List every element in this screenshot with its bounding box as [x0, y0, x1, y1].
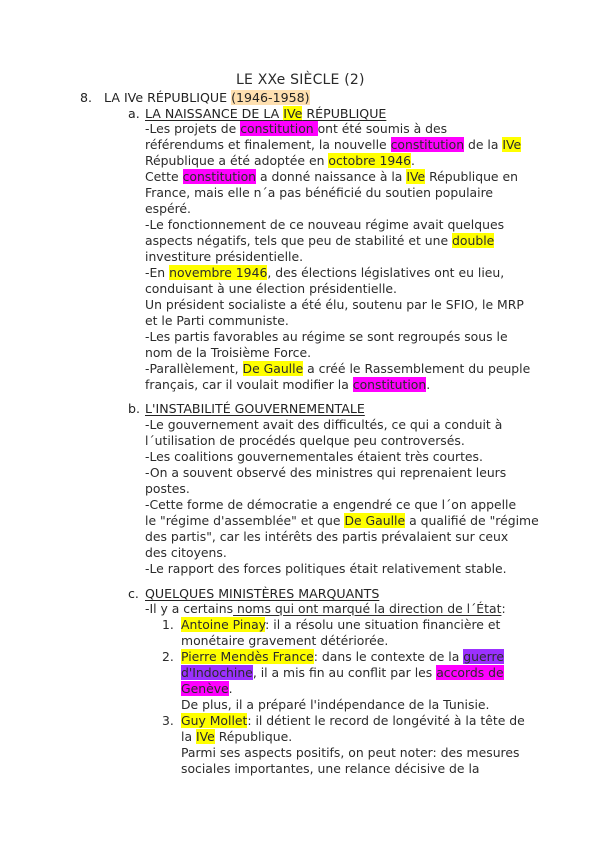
para-line [145, 513, 539, 529]
para-line: conduisant à une élection présidentielle. [145, 281, 397, 296]
subsection-c-heading: QUELQUES MINISTÈRES MARQUANTS [145, 586, 380, 601]
text: a créé le Rassemblement du peuple [303, 361, 531, 376]
list-item [181, 617, 500, 633]
para-line: et le Parti communiste. [145, 313, 289, 328]
para-line: l´utilisation de procédés quelque peu controversés. [145, 433, 465, 448]
list-item [181, 649, 504, 665]
text: français, car il voulait modifier la [145, 377, 353, 392]
highlight: constitution [240, 121, 318, 136]
highlight: guerre [463, 649, 504, 664]
para-line [145, 601, 506, 617]
text: ont été soumis à des [317, 121, 448, 136]
highlight: Pierre Mendès France [181, 649, 314, 664]
text: -Parallèlement, [145, 361, 243, 376]
list-item-line: monétaire gravement détériorée. [181, 633, 389, 648]
highlight: De Gaulle [242, 361, 304, 376]
text: République. [214, 729, 293, 744]
para-line: postes. [145, 481, 190, 496]
para-line: -Cette forme de démocratie a engendré ce que l´on appelle [145, 497, 517, 512]
subsection-b-heading: L'INSTABILITÉ GOUVERNEMENTALE [145, 401, 365, 416]
para-line: -Les partis favorables au régime se sont regroupés sous le [145, 329, 508, 344]
text: . [426, 377, 431, 392]
list-item [181, 713, 525, 729]
highlight: Guy Mollet [181, 713, 248, 728]
para-line [145, 169, 518, 185]
highlight: constitution [182, 169, 257, 184]
section-number: 8. [80, 90, 93, 105]
text: Cette [145, 169, 183, 184]
list-item-line [181, 665, 504, 681]
para-line [145, 377, 430, 393]
para-line [145, 121, 447, 137]
list-item-line [181, 729, 292, 745]
text: la [181, 729, 196, 744]
para-line: Un président socialiste a été élu, soutenu par le SFIO, le MRP [145, 297, 524, 312]
subsection-a-marker: a. [128, 106, 140, 121]
text: -Il y a certains [145, 601, 234, 616]
highlight: IVe [502, 137, 522, 152]
para-line: des citoyens. [145, 545, 227, 560]
text: aspects négatifs, tels que peu de stabilité et une [145, 233, 453, 248]
highlight: Antoine Pinay [181, 617, 266, 632]
para-line [145, 265, 504, 281]
section-label: LA IVe RÉPUBLIQUE [104, 90, 232, 105]
text: référendums et finalement, la nouvelle [145, 137, 391, 152]
list-number: 1. [162, 617, 174, 632]
text: . [411, 153, 415, 168]
highlight: IVe [406, 169, 426, 184]
para-line: des partis", car les intérêts des partis prévalaient sur ceux [145, 529, 509, 544]
text: a donné naissance à la [256, 169, 407, 184]
highlight: accords de [436, 665, 504, 680]
highlight: double [452, 233, 495, 248]
section-dates: (1946-1958) [231, 90, 310, 105]
text: le "régime d'assemblée" et que [145, 513, 345, 528]
highlight: d'Indochine [181, 665, 253, 680]
para-line: -Le fonctionnement de ce nouveau régime avait quelques [145, 217, 505, 232]
para-line: -Le rapport des forces politiques était relativement stable. [145, 561, 507, 576]
subsection-b-marker: b. [128, 401, 140, 416]
text: , des élections législatives ont eu lieu, [267, 265, 505, 280]
para-line [145, 153, 415, 169]
text: : il a résolu une situation financière et [265, 617, 501, 632]
para-line: espéré. [145, 201, 191, 216]
text: , il a mis fin au conflit par les [252, 665, 437, 680]
text: : il détient le record de longévité à la tête de [247, 713, 525, 728]
page-title: LE XXe SIÈCLE (2) [236, 72, 365, 88]
list-item-line: De plus, il a préparé l'indépendance de la Tunisie. [181, 697, 490, 712]
highlight: novembre 1946 [169, 265, 268, 280]
text: République a été adoptée en [145, 153, 329, 168]
text: : [501, 601, 506, 616]
para-line [145, 137, 521, 153]
highlight: IVe [195, 729, 215, 744]
list-item-line: Parmi ses aspects positifs, on peut noter: des mesures [181, 745, 520, 760]
para-line: -On a souvent observé des ministres qui reprenaient leurs [145, 465, 507, 480]
para-line: investiture présidentielle. [145, 249, 304, 264]
highlight: constitution [352, 377, 427, 392]
highlight: De Gaulle [344, 513, 406, 528]
para-line: nom de la Troisième Force. [145, 345, 312, 360]
subsection-a-heading [145, 106, 386, 121]
section-8-heading [80, 90, 310, 105]
text: a qualifié de "régime [405, 513, 539, 528]
highlight: octobre 1946 [328, 153, 411, 168]
subsection-c-marker: c. [128, 586, 139, 601]
para-line: France, mais elle n´a pas bénéficié du soutien populaire [145, 185, 494, 200]
text: : dans le contexte de la [313, 649, 464, 664]
text: de la [464, 137, 503, 152]
heading-highlight: IVe [283, 106, 303, 121]
para-line [145, 233, 494, 249]
text: -Les projets de [145, 121, 241, 136]
text: République en [425, 169, 518, 184]
underlined-text: noms qui ont marqué la direction de l´État [233, 601, 502, 616]
list-item-line: sociales importantes, une relance décisive de la [181, 761, 480, 776]
para-line: -Les coalitions gouvernementales étaient très courtes. [145, 449, 483, 464]
highlight: Genève [181, 681, 229, 696]
list-number: 3. [162, 713, 174, 728]
list-item-line [181, 681, 233, 697]
para-line: -Le gouvernement avait des difficultés, ce qui a conduit à [145, 417, 503, 432]
heading-text-end: RÉPUBLIQUE [302, 106, 387, 121]
text: . [228, 681, 233, 696]
list-number: 2. [162, 649, 174, 664]
para-line [145, 361, 530, 377]
text: -En [145, 265, 170, 280]
highlight: constitution [390, 137, 465, 152]
heading-text: LA NAISSANCE DE LA [145, 106, 284, 121]
